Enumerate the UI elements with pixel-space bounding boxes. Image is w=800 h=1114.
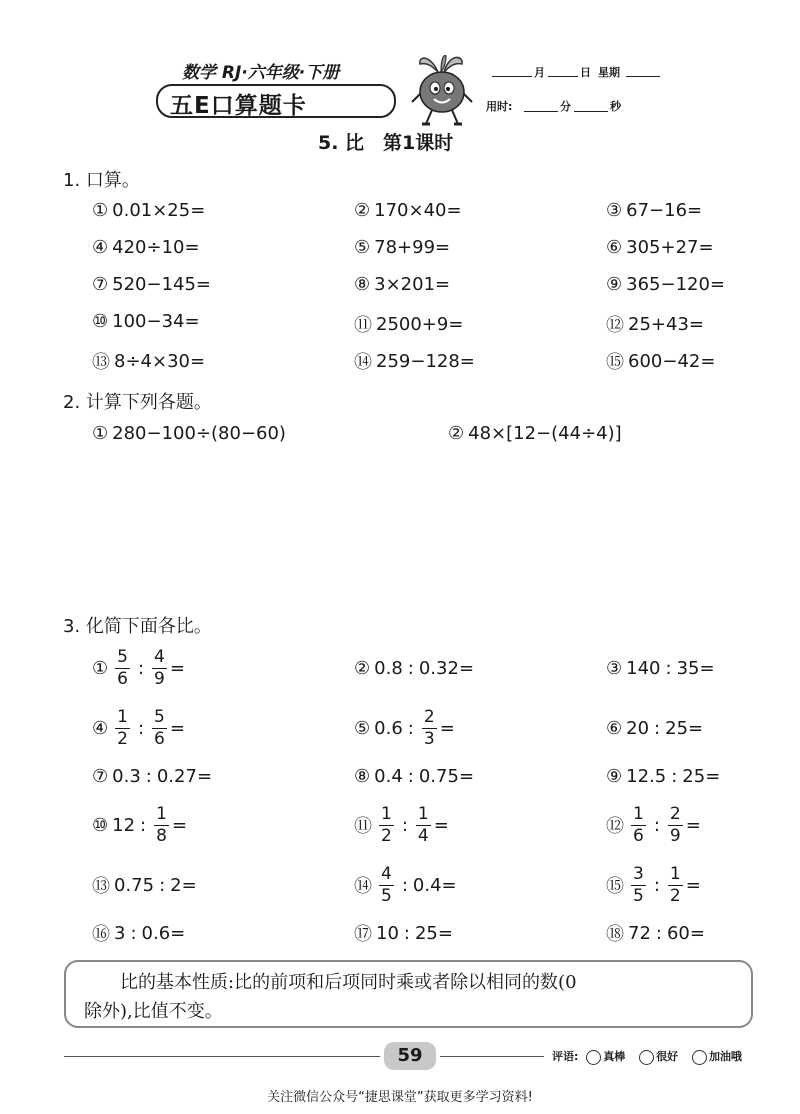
item-expression: 259−128= <box>376 350 475 372</box>
item-number: ① <box>92 657 109 679</box>
item-number: ③ <box>606 200 623 221</box>
item-expression: 365−120= <box>626 274 726 295</box>
fraction <box>115 706 130 749</box>
item-expression: 78+99= <box>374 237 451 258</box>
rule-note-box <box>64 960 753 1028</box>
item-number: ⑭ <box>354 876 372 897</box>
ratio-term: 0.27 <box>156 765 197 787</box>
q3-item <box>354 704 455 752</box>
numerator: 1 <box>633 803 644 824</box>
fraction <box>416 803 431 846</box>
fraction <box>379 863 394 906</box>
q1-item <box>354 348 475 374</box>
item-number: ② <box>354 657 371 679</box>
numerator: 3 <box>633 863 644 884</box>
ratio-colon: : <box>401 874 408 896</box>
rating-area <box>552 1048 742 1065</box>
equals-sign: = <box>169 717 185 739</box>
item-number: ⑤ <box>354 237 371 258</box>
ratio-term: 140 <box>626 657 661 679</box>
item-expression: 170×40= <box>374 200 462 221</box>
q1-item <box>606 348 715 374</box>
question-3-title: 3. 化简下面各比。 <box>63 616 212 637</box>
item-number: ① <box>92 423 109 444</box>
q3-item <box>92 752 212 800</box>
minutes-blank[interactable] <box>524 111 558 112</box>
seconds-blank[interactable] <box>574 111 608 112</box>
ratio-term: 0.6 <box>141 922 171 944</box>
day-label: 日 <box>580 66 591 79</box>
q3-item <box>354 909 453 957</box>
q1-item <box>354 237 450 258</box>
ratio-colon: : <box>401 814 408 836</box>
item-number: ⑥ <box>606 237 623 258</box>
month-label: 月 <box>534 66 545 79</box>
denominator: 2 <box>669 885 681 906</box>
ratio-term: 0.75 <box>114 874 155 896</box>
equals-sign: = <box>169 657 185 679</box>
bottom-promo-note: 关注微信公众号“捷思课堂”获取更多学习资料! <box>267 1090 533 1105</box>
determined-face-icon <box>692 1050 707 1065</box>
ratio-term: 12.5 <box>626 765 667 787</box>
equals-sign: = <box>181 874 197 896</box>
item-number: ② <box>354 200 371 221</box>
item-number: ① <box>92 200 109 221</box>
ratio-colon: : <box>137 657 145 679</box>
q3-item <box>92 644 185 692</box>
ratio-term: 25 <box>682 765 706 787</box>
fraction <box>379 803 394 846</box>
rule-note-line2: 除外),比值不变。 <box>84 1001 223 1022</box>
equals-sign: = <box>170 922 186 944</box>
equals-sign: = <box>458 765 475 787</box>
ratio-colon: : <box>137 717 145 739</box>
item-number: ④ <box>92 717 109 739</box>
page-number: 59 <box>384 1042 436 1070</box>
q1-item <box>92 311 200 332</box>
q1-item <box>606 237 714 258</box>
item-expression: 600−42= <box>628 350 716 372</box>
q1-item <box>354 274 450 295</box>
fraction <box>154 803 169 846</box>
ratio-colon: : <box>654 717 661 739</box>
card-title-box <box>156 84 396 118</box>
item-number: ⑫ <box>606 816 624 837</box>
ratio-term: 2 <box>170 874 182 896</box>
item-number: ⑯ <box>92 924 110 945</box>
item-number: ⑬ <box>92 352 110 373</box>
question-1-title: 1. 口算。 <box>63 170 140 191</box>
item-expression: 280−100÷(80−60) <box>112 423 286 444</box>
q1-item <box>92 237 200 258</box>
item-number: ⑭ <box>354 352 372 373</box>
item-number: ⑨ <box>606 765 623 787</box>
fraction <box>631 803 646 846</box>
item-number: ⑬ <box>92 876 110 897</box>
ratio-colon: : <box>140 814 147 836</box>
denominator: 5 <box>633 885 644 906</box>
ratio-colon: : <box>130 922 137 944</box>
ratio-colon: : <box>655 922 662 944</box>
ratio-term: 0.75 <box>418 765 459 787</box>
fraction <box>115 646 130 689</box>
denominator: 6 <box>154 728 165 749</box>
q3-item <box>92 704 185 752</box>
item-expression: 100−34= <box>112 311 200 332</box>
item-number: ⑪ <box>354 816 372 837</box>
q3-item <box>606 704 703 752</box>
denominator: 3 <box>423 728 435 749</box>
question-2-title: 2. 计算下列各题。 <box>63 392 212 413</box>
equals-sign: = <box>685 814 701 836</box>
fraction <box>152 706 167 749</box>
item-number: ④ <box>92 237 109 258</box>
minutes-label: 分 <box>560 100 571 113</box>
item-number: ⑧ <box>354 274 371 295</box>
radish-mascot-icon <box>408 50 476 130</box>
item-number: ⑨ <box>606 274 623 295</box>
rating-option-keep-going[interactable]: 加油哦 <box>692 1050 742 1063</box>
denominator: 8 <box>156 825 167 846</box>
item-expression: 8÷4×30= <box>114 350 206 372</box>
ratio-term: 0.4 <box>374 765 403 787</box>
item-expression: 420÷10= <box>112 237 200 258</box>
item-number: ⑥ <box>606 717 623 739</box>
ratio-term: 20 <box>626 717 650 739</box>
numerator: 1 <box>381 803 392 824</box>
equals-sign: = <box>689 922 705 944</box>
month-blank[interactable] <box>492 76 532 77</box>
rating-label: 评语: <box>552 1050 579 1063</box>
q3-item <box>606 801 701 849</box>
q1-item <box>92 348 205 374</box>
equals-sign: = <box>685 874 701 896</box>
q3-item <box>606 644 715 692</box>
item-number: ② <box>448 423 465 444</box>
item-expression: 25+43= <box>628 313 704 335</box>
item-expression: 67−16= <box>626 200 703 221</box>
ratio-colon: : <box>159 874 166 896</box>
q3-item <box>354 644 474 692</box>
footer-divider-left <box>64 1056 380 1057</box>
card-title: 五E口算题卡 <box>170 93 307 119</box>
ratio-colon: : <box>653 874 660 896</box>
item-number: ⑪ <box>354 315 372 336</box>
ratio-term: 0.6 <box>374 717 403 739</box>
numerator: 2 <box>423 706 435 727</box>
ratio-term: 10 <box>376 922 399 944</box>
item-number: ⑫ <box>606 315 624 336</box>
numerator: 5 <box>117 646 128 667</box>
q2-item <box>448 423 622 444</box>
fraction <box>422 706 437 749</box>
denominator: 2 <box>381 825 392 846</box>
ratio-colon: : <box>403 922 410 944</box>
numerator: 1 <box>156 803 167 824</box>
item-expression: 48×[12−(44÷4)] <box>468 423 622 444</box>
q1-item <box>354 311 463 337</box>
item-number: ③ <box>606 657 623 679</box>
rule-note-line1: 比的基本性质:比的前项和后项同时乘或者除以相同的数(0 <box>120 972 577 993</box>
ratio-term: 25 <box>665 717 689 739</box>
q1-item <box>606 311 704 337</box>
q1-item <box>92 274 211 295</box>
ratio-term: 12 <box>112 814 136 836</box>
q2-item <box>92 423 286 444</box>
equals-sign: = <box>196 765 213 787</box>
fraction <box>668 863 683 906</box>
q1-item <box>606 274 725 295</box>
happy-face-icon <box>639 1050 654 1065</box>
item-number: ⑮ <box>606 352 624 373</box>
q3-item <box>354 801 449 849</box>
equals-sign: = <box>688 717 704 739</box>
day-blank[interactable] <box>548 76 578 77</box>
denominator: 6 <box>117 668 128 689</box>
denominator: 6 <box>633 825 644 846</box>
ratio-term: 35 <box>676 657 700 679</box>
q3-item <box>606 909 705 957</box>
equals-sign: = <box>441 874 457 896</box>
q1-item <box>354 200 462 221</box>
numerator: 5 <box>154 706 165 727</box>
equals-sign: = <box>439 717 455 739</box>
weekday-label: 星期 <box>598 66 620 79</box>
numerator: 1 <box>117 706 128 727</box>
item-expression: 3×201= <box>374 274 451 295</box>
q1-item <box>606 200 702 221</box>
rating-option-good[interactable]: 很好 <box>639 1050 678 1063</box>
denominator: 9 <box>154 668 165 689</box>
item-number: ⑧ <box>354 765 371 787</box>
seconds-label: 秒 <box>610 100 621 113</box>
smile-face-icon <box>586 1050 601 1065</box>
equals-sign: = <box>699 657 715 679</box>
q1-item <box>92 200 205 221</box>
ratio-colon: : <box>665 657 672 679</box>
equals-sign: = <box>458 657 475 679</box>
denominator: 9 <box>669 825 681 846</box>
fraction <box>152 646 167 689</box>
q3-item <box>92 909 185 957</box>
item-number: ⑤ <box>354 717 371 739</box>
subject-label: 数学 RJ·六年级·下册 <box>182 63 340 83</box>
item-number: ⑮ <box>606 876 624 897</box>
numerator: 2 <box>669 803 681 824</box>
equals-sign: = <box>437 922 453 944</box>
fraction <box>668 803 683 846</box>
q3-item <box>606 861 701 909</box>
item-expression: 305+27= <box>626 237 714 258</box>
time-label: 用时: <box>486 100 513 113</box>
ratio-term: 0.32 <box>418 657 459 679</box>
item-number: ⑦ <box>92 765 109 787</box>
fraction <box>631 863 646 906</box>
item-number: ⑩ <box>92 814 109 836</box>
q3-item <box>606 752 720 800</box>
denominator: 2 <box>117 728 128 749</box>
q3-item <box>92 861 197 909</box>
ratio-colon: : <box>653 814 660 836</box>
lesson-title: 5. 比 第1课时 <box>318 132 454 154</box>
ratio-colon: : <box>407 717 414 739</box>
equals-sign: = <box>171 814 188 836</box>
numerator: 1 <box>669 863 681 884</box>
equals-sign: = <box>433 814 449 836</box>
numerator: 4 <box>381 863 392 884</box>
ratio-colon: : <box>671 765 678 787</box>
numerator: 1 <box>417 803 429 824</box>
ratio-term: 0.8 <box>374 657 403 679</box>
denominator: 5 <box>381 885 392 906</box>
item-number: ⑦ <box>92 274 109 295</box>
weekday-blank[interactable] <box>626 76 660 77</box>
item-expression: 2500+9= <box>376 313 464 335</box>
ratio-term: 25 <box>414 922 438 944</box>
item-number: ⑰ <box>354 924 372 945</box>
ratio-term: 72 <box>628 922 651 944</box>
item-number: ⑩ <box>92 311 109 332</box>
q3-item <box>354 861 457 909</box>
rating-option-excellent[interactable]: 真棒 <box>586 1050 625 1063</box>
ratio-colon: : <box>407 765 414 787</box>
ratio-term: 60 <box>666 922 690 944</box>
item-expression: 0.01×25= <box>112 200 206 221</box>
q3-item <box>92 801 187 849</box>
footer-divider-right <box>440 1056 544 1057</box>
ratio-term: 0.4 <box>412 874 442 896</box>
numerator: 4 <box>154 646 165 667</box>
item-number: ⑱ <box>606 924 624 945</box>
ratio-term: 0.3 <box>112 765 141 787</box>
item-expression: 520−145= <box>112 274 212 295</box>
equals-sign: = <box>705 765 721 787</box>
ratio-colon: : <box>407 657 414 679</box>
ratio-term: 3 <box>114 922 126 944</box>
q3-item <box>354 752 474 800</box>
ratio-colon: : <box>145 765 152 787</box>
denominator: 4 <box>417 825 429 846</box>
